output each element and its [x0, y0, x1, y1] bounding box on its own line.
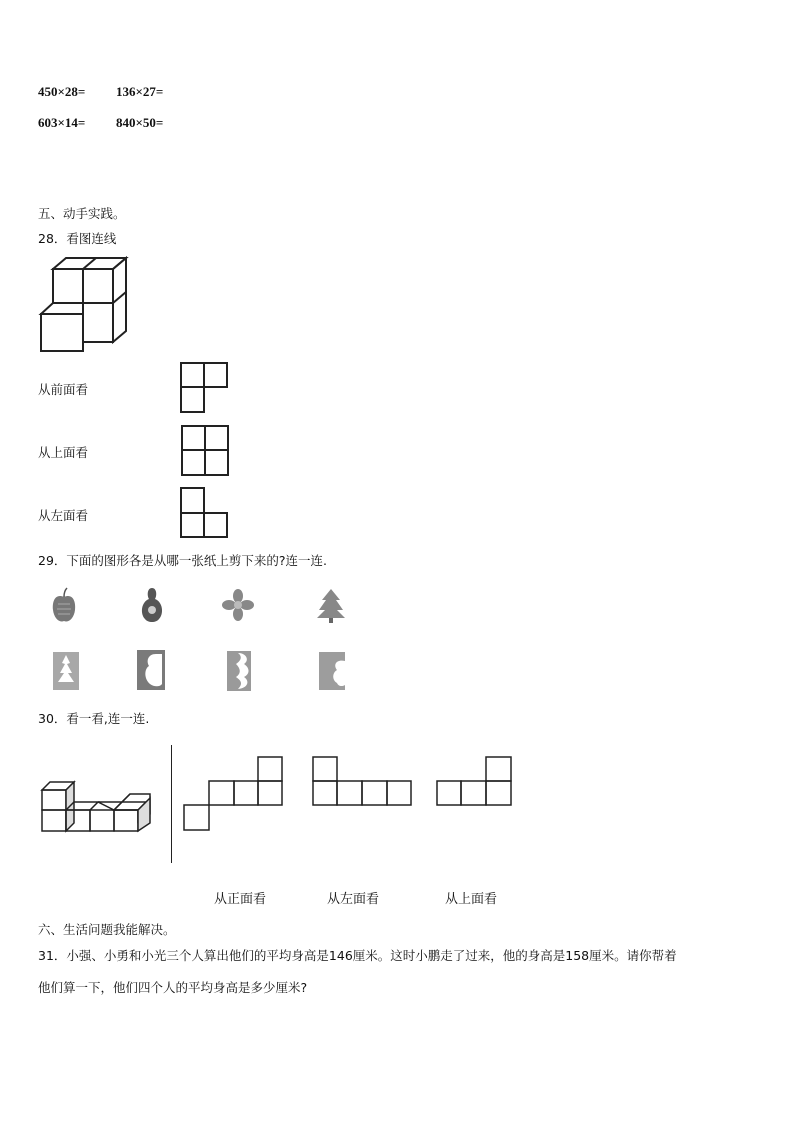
- apple-icon: [52, 588, 76, 624]
- paper-cut-3: [226, 650, 252, 692]
- calc-4: 840×50=: [116, 115, 164, 130]
- section6-title: 六、生活问题我能解决。: [38, 922, 176, 937]
- paper-cut-4: [318, 651, 346, 691]
- calc-3: 603×14=: [38, 115, 86, 130]
- view-label-top: 从上面看: [38, 445, 89, 460]
- view-label-front: 从前面看: [38, 382, 89, 397]
- calc-2: 136×27=: [116, 84, 164, 99]
- q31-text: [38, 940, 763, 1004]
- calc-1: 450×28=: [38, 84, 86, 99]
- caption-front: 从正面看: [214, 892, 267, 907]
- view-grid-1: [180, 362, 230, 414]
- gourd-icon: [138, 586, 166, 624]
- q28-title: 28．看图连线: [38, 231, 117, 246]
- view-grid-a: [183, 756, 285, 832]
- view-grid-b: [312, 756, 414, 808]
- caption-top: 从上面看: [445, 892, 498, 907]
- view-grid-2: [181, 425, 231, 477]
- q31-line-1: 31．小强、小勇和小光三个人算出他们的平均身高是146厘米。这时小鹏走了过来，他的身高是158厘米。请你帮着: [38, 948, 677, 963]
- q29-title: 29．下面的图形各是从哪一张纸上剪下来的?连一连.: [38, 553, 328, 568]
- view-grid-c: [436, 756, 514, 808]
- flower-icon: [222, 589, 254, 621]
- tree-icon: [316, 588, 346, 624]
- q30-divider: [171, 745, 172, 863]
- q28-cube-figure: [38, 255, 133, 355]
- caption-left: 从左面看: [327, 892, 380, 907]
- paper-cut-1: [52, 651, 80, 691]
- section5-title: 五、动手实践。: [38, 206, 126, 221]
- view-grid-3: [180, 487, 230, 539]
- q30-title: 30．看一看,连一连.: [38, 711, 150, 726]
- view-label-left: 从左面看: [38, 508, 89, 523]
- paper-cut-2: [136, 649, 166, 691]
- q30-cube-object: [40, 777, 155, 835]
- q31-line-2: 他们算一下，他们四个人的平均身高是多少厘米?: [38, 980, 308, 995]
